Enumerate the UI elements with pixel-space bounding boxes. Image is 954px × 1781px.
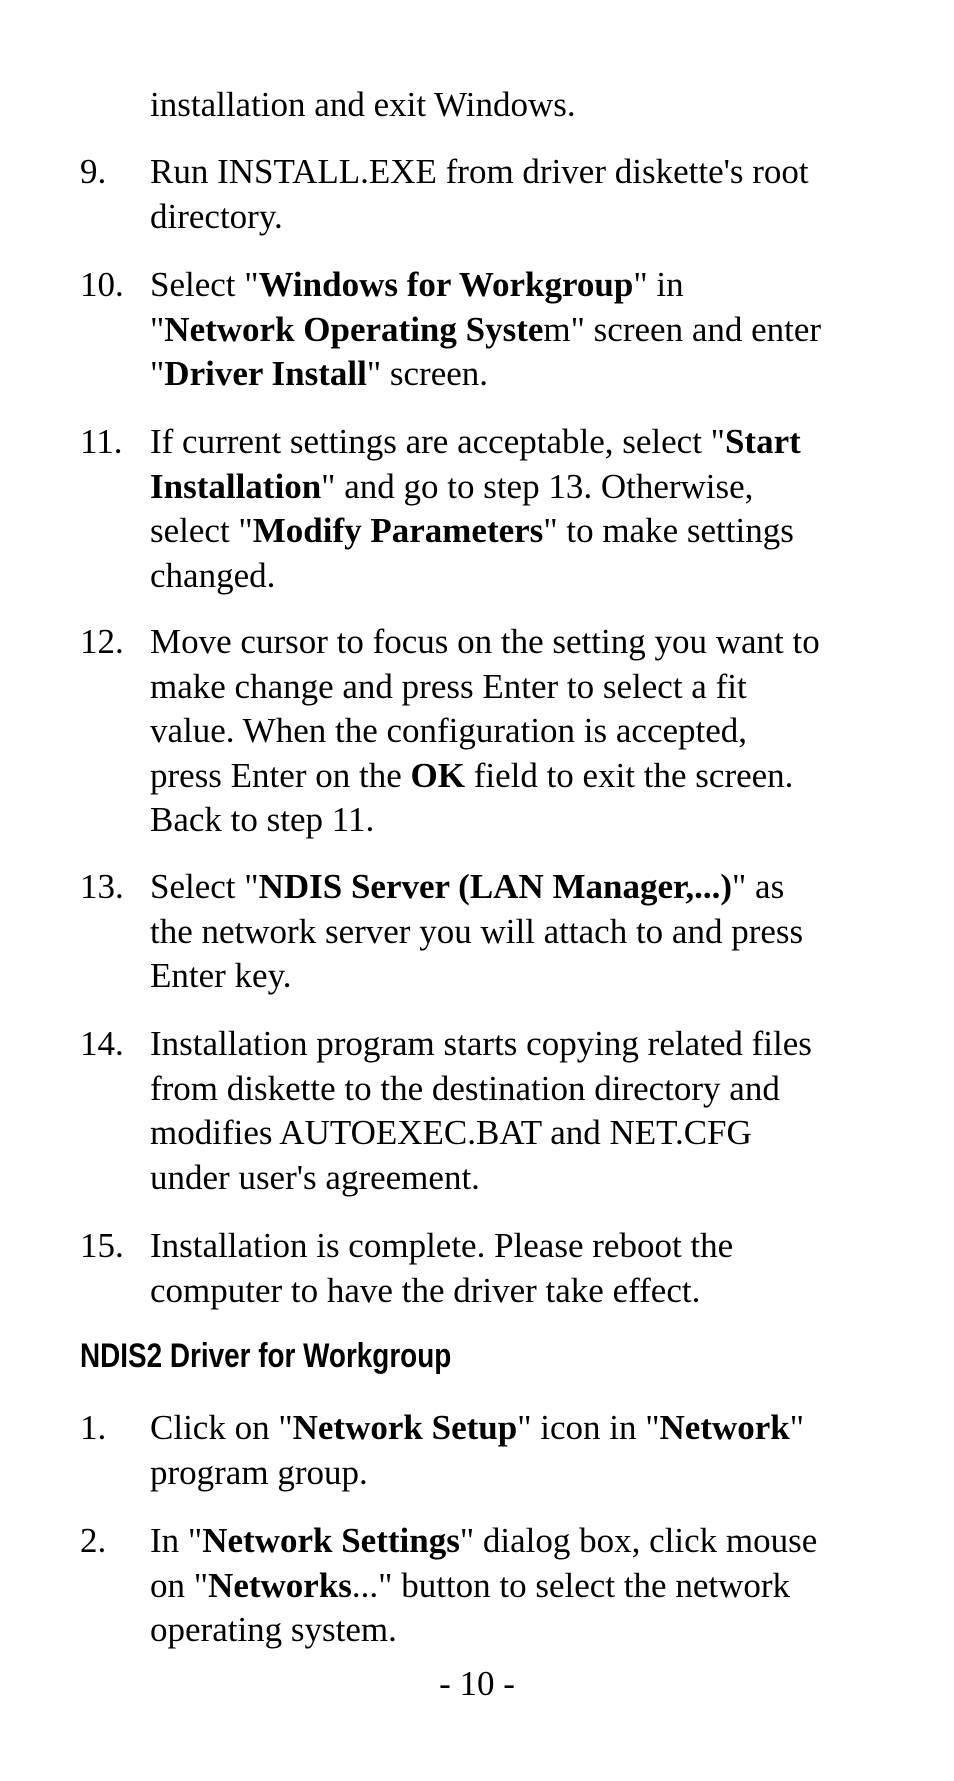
text: from diskette to the destination directory and bbox=[150, 1068, 780, 1108]
text: " bbox=[789, 1408, 805, 1447]
step-text-line bbox=[150, 420, 801, 464]
bold-text: Driver Install bbox=[164, 354, 367, 393]
step-text-line bbox=[150, 754, 793, 798]
text: Select " bbox=[150, 867, 259, 906]
text: Run INSTALL.EXE from driver diskette's root bbox=[150, 152, 809, 191]
step-text-line bbox=[150, 1519, 817, 1563]
step-number: 13. bbox=[80, 867, 124, 906]
step-text-line bbox=[150, 195, 283, 239]
text: press Enter on the bbox=[150, 755, 411, 795]
text: select " bbox=[150, 511, 253, 550]
step-number: 11. bbox=[80, 422, 123, 461]
text: m" screen and enter bbox=[543, 309, 822, 349]
step-text-line bbox=[150, 1067, 780, 1111]
text: Select " bbox=[150, 265, 259, 304]
step-text-line bbox=[150, 509, 794, 553]
text: value. When the configuration is accepted, bbox=[150, 711, 748, 750]
step-number: 9. bbox=[80, 152, 107, 191]
bold-text: OK bbox=[410, 755, 465, 795]
step-text-line bbox=[150, 798, 374, 842]
step-text-line bbox=[150, 1406, 804, 1450]
bold-text: Start bbox=[724, 422, 801, 461]
text: In " bbox=[150, 1521, 203, 1560]
step-text-line bbox=[150, 1564, 790, 1608]
text: field to exit the screen. bbox=[464, 755, 794, 795]
text: Back to step 11. bbox=[150, 800, 375, 839]
step-text-line bbox=[150, 1269, 700, 1313]
text: If current settings are acceptable, select " bbox=[150, 422, 725, 461]
step-number: 1. bbox=[80, 1408, 107, 1447]
step-text-line bbox=[150, 665, 747, 709]
step-text-line bbox=[150, 1111, 752, 1155]
text: the network server you will attach to and press bbox=[150, 911, 804, 951]
text: " bbox=[150, 354, 165, 393]
step-text-line bbox=[150, 954, 292, 998]
step-text-line bbox=[150, 1608, 397, 1652]
bold-text: Network Operating Syste bbox=[164, 309, 544, 349]
text: " screen. bbox=[366, 354, 489, 393]
text: make change and press Enter to select a fit bbox=[150, 666, 747, 706]
text: " in bbox=[633, 265, 684, 304]
text: computer to have the driver take effect. bbox=[150, 1270, 701, 1310]
text: Installation is complete. Please reboot the bbox=[150, 1226, 734, 1265]
text: " as bbox=[732, 867, 785, 906]
step-number: 10. bbox=[80, 265, 124, 304]
step-text-line bbox=[150, 1022, 812, 1066]
step-number: 14. bbox=[80, 1024, 124, 1063]
step-text-line bbox=[150, 1451, 368, 1495]
text: " icon in " bbox=[517, 1408, 660, 1447]
text: under user's agreement. bbox=[150, 1157, 480, 1197]
step-number: 15. bbox=[80, 1226, 124, 1265]
step-text-line bbox=[150, 465, 753, 509]
bold-text: Network Setup bbox=[292, 1408, 518, 1447]
bold-text: Modify Parameters bbox=[252, 511, 544, 550]
step-text-line bbox=[150, 554, 275, 598]
step-text-line bbox=[150, 150, 809, 194]
text: Installation program starts copying related files bbox=[150, 1024, 812, 1063]
step-text-line bbox=[150, 1224, 733, 1268]
text: Click on " bbox=[150, 1408, 293, 1447]
step-text-line bbox=[150, 910, 803, 954]
continuation-line: installation and exit Windows. bbox=[150, 85, 576, 124]
bold-text: Networks bbox=[208, 1565, 352, 1605]
text: " and go to step 13. Otherwise, bbox=[321, 466, 754, 506]
bold-text: Installation bbox=[150, 466, 322, 506]
text: " dialog box, click mouse bbox=[459, 1521, 818, 1560]
step-text-line bbox=[150, 865, 784, 909]
text: Enter key. bbox=[150, 956, 292, 995]
bold-text: NDIS Server (LAN Manager,...) bbox=[258, 867, 732, 906]
section-heading: NDIS2 Driver for Workgroup bbox=[80, 1337, 452, 1375]
text: directory. bbox=[150, 196, 283, 236]
text: operating system. bbox=[150, 1610, 397, 1649]
bold-text: Network bbox=[659, 1408, 790, 1447]
step-number: 12. bbox=[80, 622, 124, 661]
step-number: 2. bbox=[80, 1521, 107, 1560]
step-text-line bbox=[150, 620, 820, 664]
text: changed. bbox=[150, 555, 276, 595]
step-text-line bbox=[150, 263, 684, 307]
step-text-line bbox=[150, 709, 747, 753]
text: " to make settings bbox=[543, 511, 794, 550]
text: ..." button to select the network bbox=[351, 1565, 791, 1605]
step-text-line bbox=[150, 1156, 480, 1200]
text: on " bbox=[150, 1565, 209, 1605]
text: Move cursor to focus on the setting you want to bbox=[150, 622, 820, 661]
text: program group. bbox=[150, 1452, 368, 1492]
text: modifies AUTOEXEC.BAT and NET.CFG bbox=[150, 1113, 752, 1152]
step-text-line bbox=[150, 308, 821, 352]
bold-text: Network Settings bbox=[202, 1521, 460, 1560]
text: " bbox=[150, 309, 165, 349]
page-number: - 10 - bbox=[439, 1664, 515, 1703]
step-text-line bbox=[150, 352, 488, 396]
bold-text: Windows for Workgroup bbox=[258, 265, 634, 304]
